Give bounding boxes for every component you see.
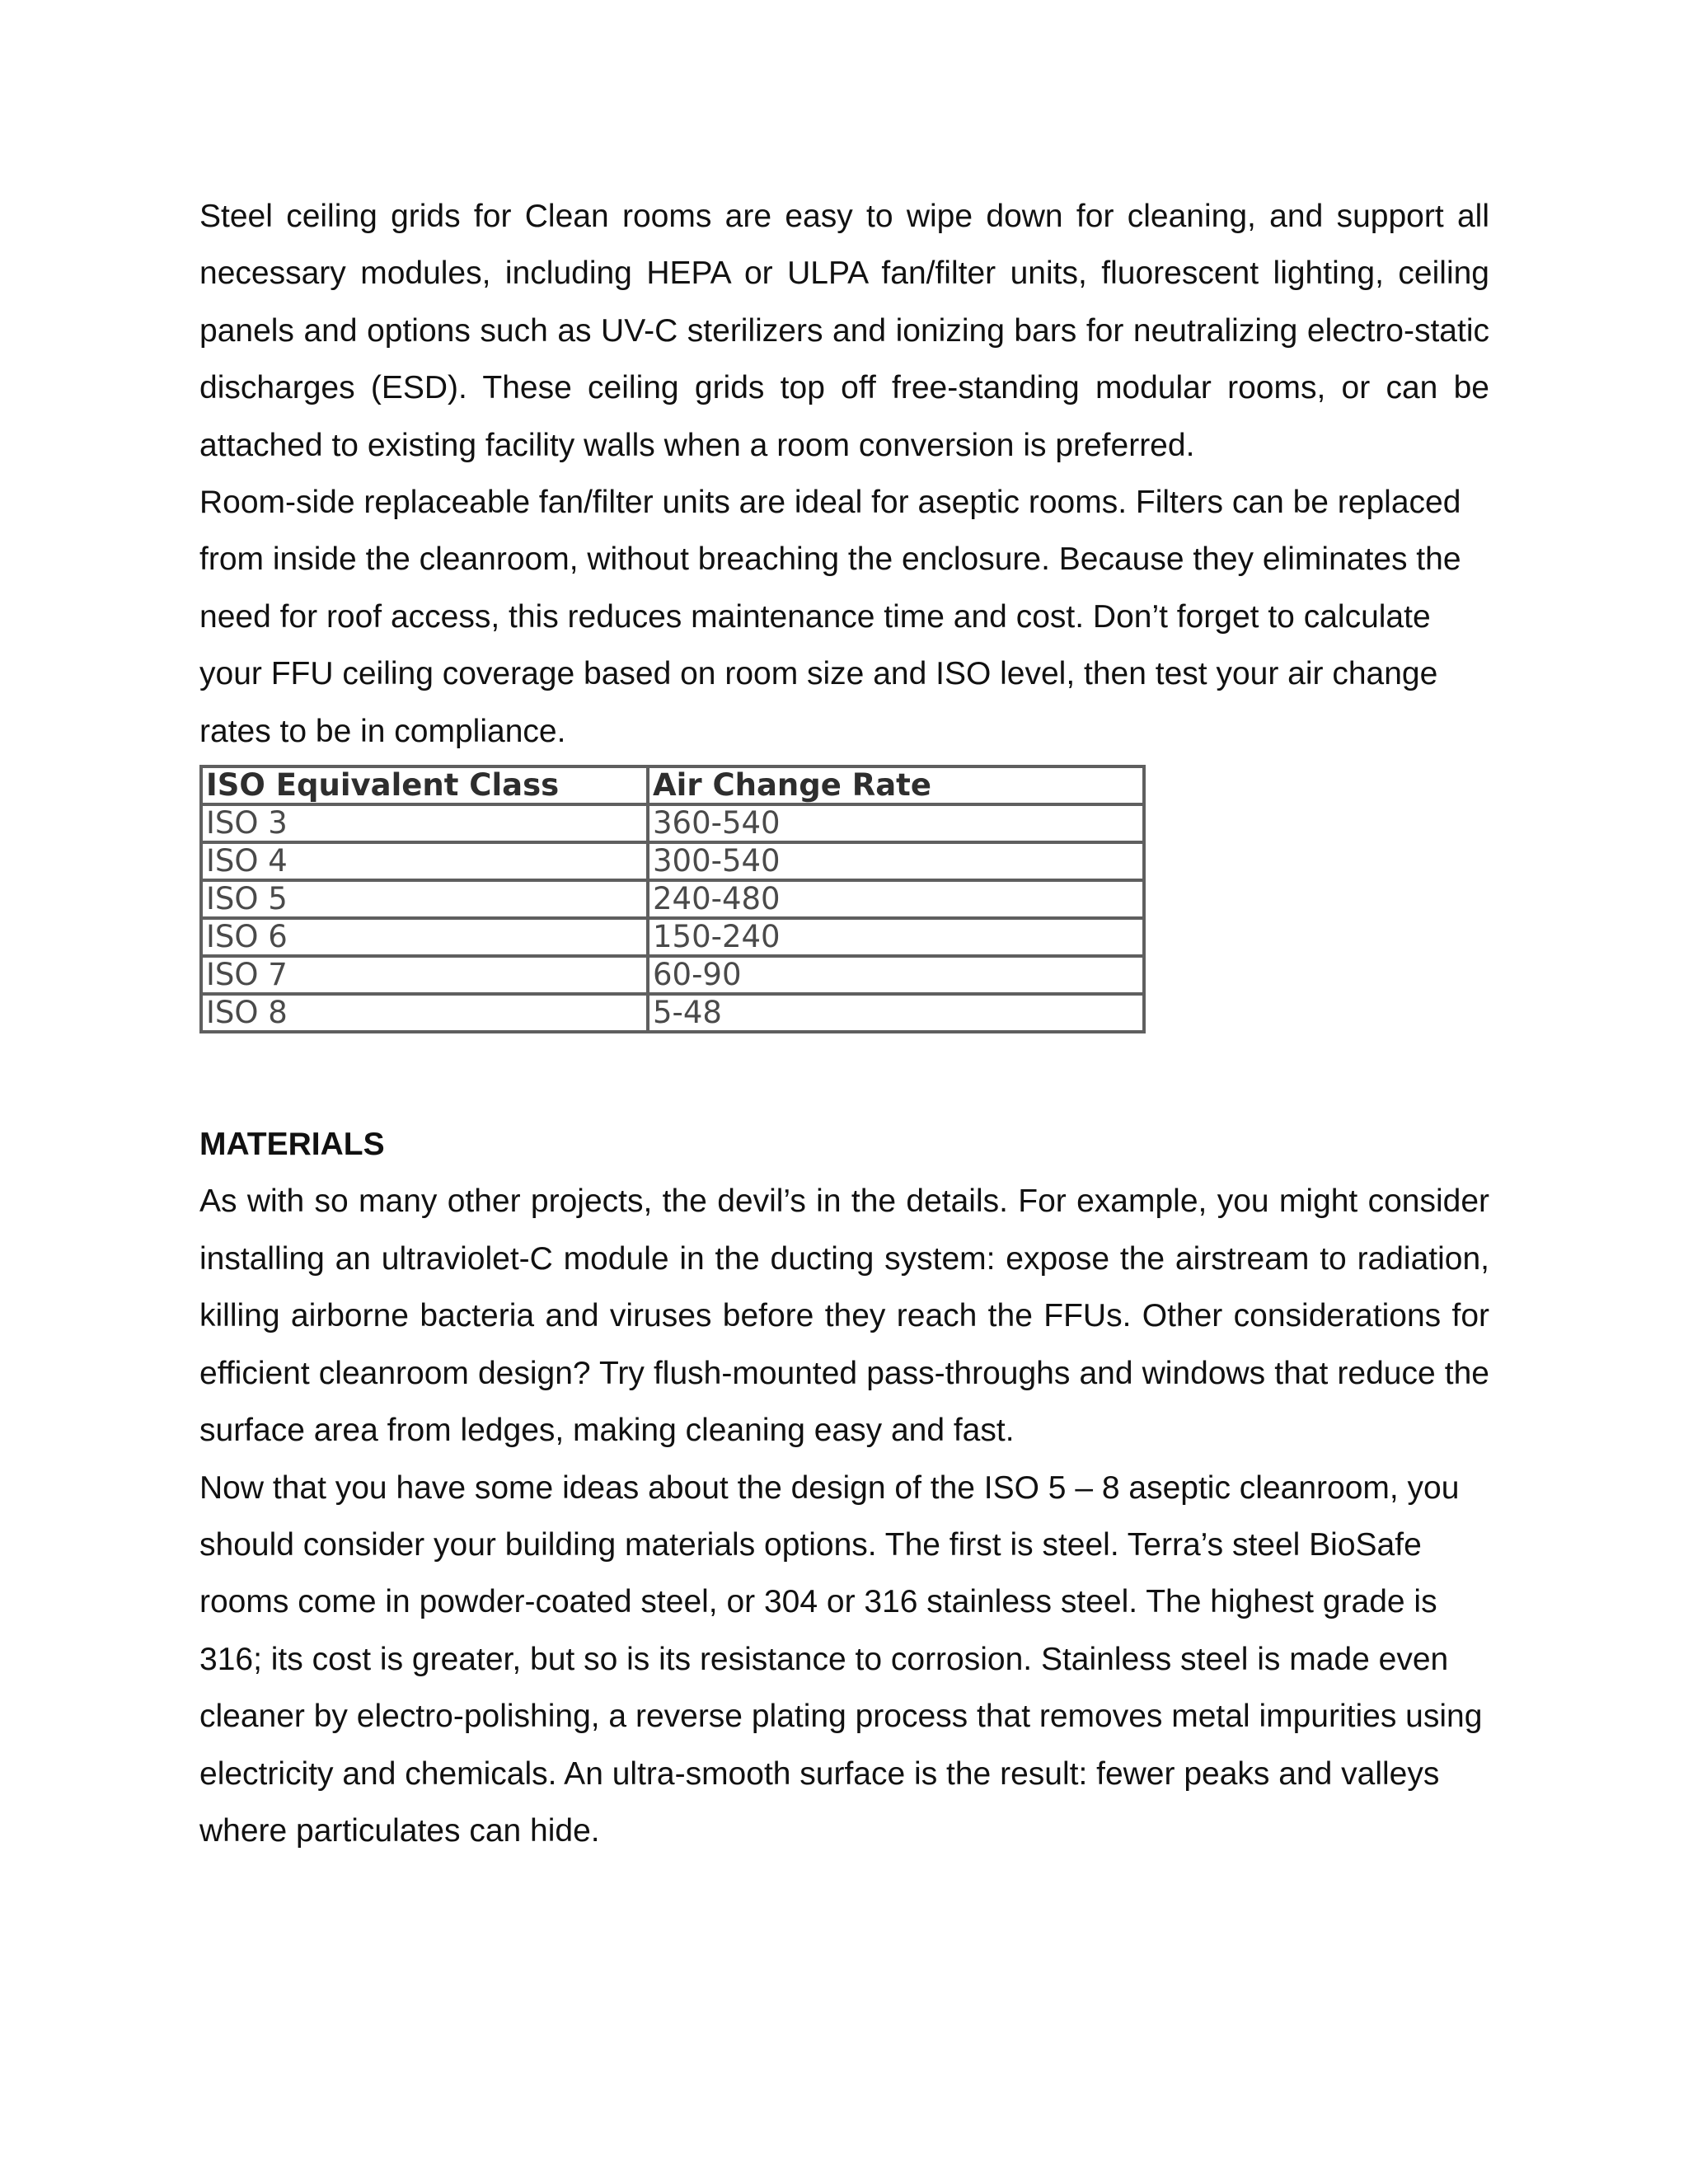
paragraph-details: As with so many other projects, the devil’s in the details. For example, you might consider installing an ultraviolet-C module in the ducting system: expose the airstream to radiation, killing airborne bacteria and viruses before they reach the FFUs. Other considerations for efficient cleanroom design? Try flush-mounted pass-throughs and windows that reduce the surface area from ledges, making cleaning easy and fast. — [199, 1183, 1489, 1449]
table-cell-air-change-rate: 5-48 — [648, 994, 1144, 1032]
table-cell-iso-class: ISO 4 — [201, 842, 648, 880]
table-cell-air-change-rate: 150-240 — [648, 918, 1144, 956]
table-cell-air-change-rate: 300-540 — [648, 842, 1144, 880]
table-cell-iso-class: ISO 5 — [201, 880, 648, 918]
table-row — [201, 804, 1144, 842]
document-page — [199, 188, 1489, 1859]
table-cell-iso-class: ISO 3 — [201, 804, 648, 842]
table-row — [201, 918, 1144, 956]
table-header-air-change-rate: Air Change Rate — [648, 766, 1144, 804]
table-row — [201, 880, 1144, 918]
paragraph-building-materials: Now that you have some ideas about the design of the ISO 5 – 8 aseptic cleanroom, you should consider your building materials options. The first is steel. Terra’s steel BioSafe rooms come in powder-coated steel, or 304 or 316 stainless steel. The highest grade is 316; its cost is greater, but so is its resistance to corrosion. Stainless steel is made even cleaner by electro-polishing, a reverse plating process that removes metal impurities using electricity and chemicals. An ultra-smooth surface is the result: fewer peaks and valleys where particulates can hide. — [199, 1469, 1483, 1849]
table-cell-iso-class: ISO 7 — [201, 956, 648, 994]
section-heading-materials: MATERIALS — [199, 1127, 385, 1163]
paragraph-fan-filter-units: Room-side replaceable fan/filter units are ideal for aseptic rooms. Filters can be replaced from inside the cleanroom, without breaching the enclosure. Because they eliminates the need for roof access, this reduces maintenance time and cost. Don’t forget to calculate your FFU ceiling coverage based on room size and ISO level, then test your air change rates to be in compliance. — [199, 485, 1461, 749]
table-row — [201, 842, 1144, 880]
iso-table-image — [199, 765, 1146, 1033]
table-cell-iso-class: ISO 8 — [201, 994, 648, 1032]
table-row — [201, 956, 1144, 994]
paragraph-ceiling-grids: Steel ceiling grids for Clean rooms are easy to wipe down for cleaning, and support all necessary modules, including HEPA or ULPA fan/filter units, fluorescent lighting, ceiling panels and options such as UV-C sterilizers and ionizing bars for neutralizing electro-static discharges (ESD). These ceiling grids top off free-standing modular rooms, or can be attached to existing facility walls when a room conversion is preferred. — [199, 199, 1489, 463]
table-cell-air-change-rate: 240-480 — [648, 880, 1144, 918]
table-header-iso-class: ISO Equivalent Class — [201, 766, 648, 804]
table-cell-iso-class: ISO 6 — [201, 918, 648, 956]
table-header-row — [201, 766, 1144, 804]
table-cell-air-change-rate: 60-90 — [648, 956, 1144, 994]
table-cell-air-change-rate: 360-540 — [648, 804, 1144, 842]
table-row — [201, 994, 1144, 1032]
iso-air-change-table — [199, 765, 1146, 1033]
